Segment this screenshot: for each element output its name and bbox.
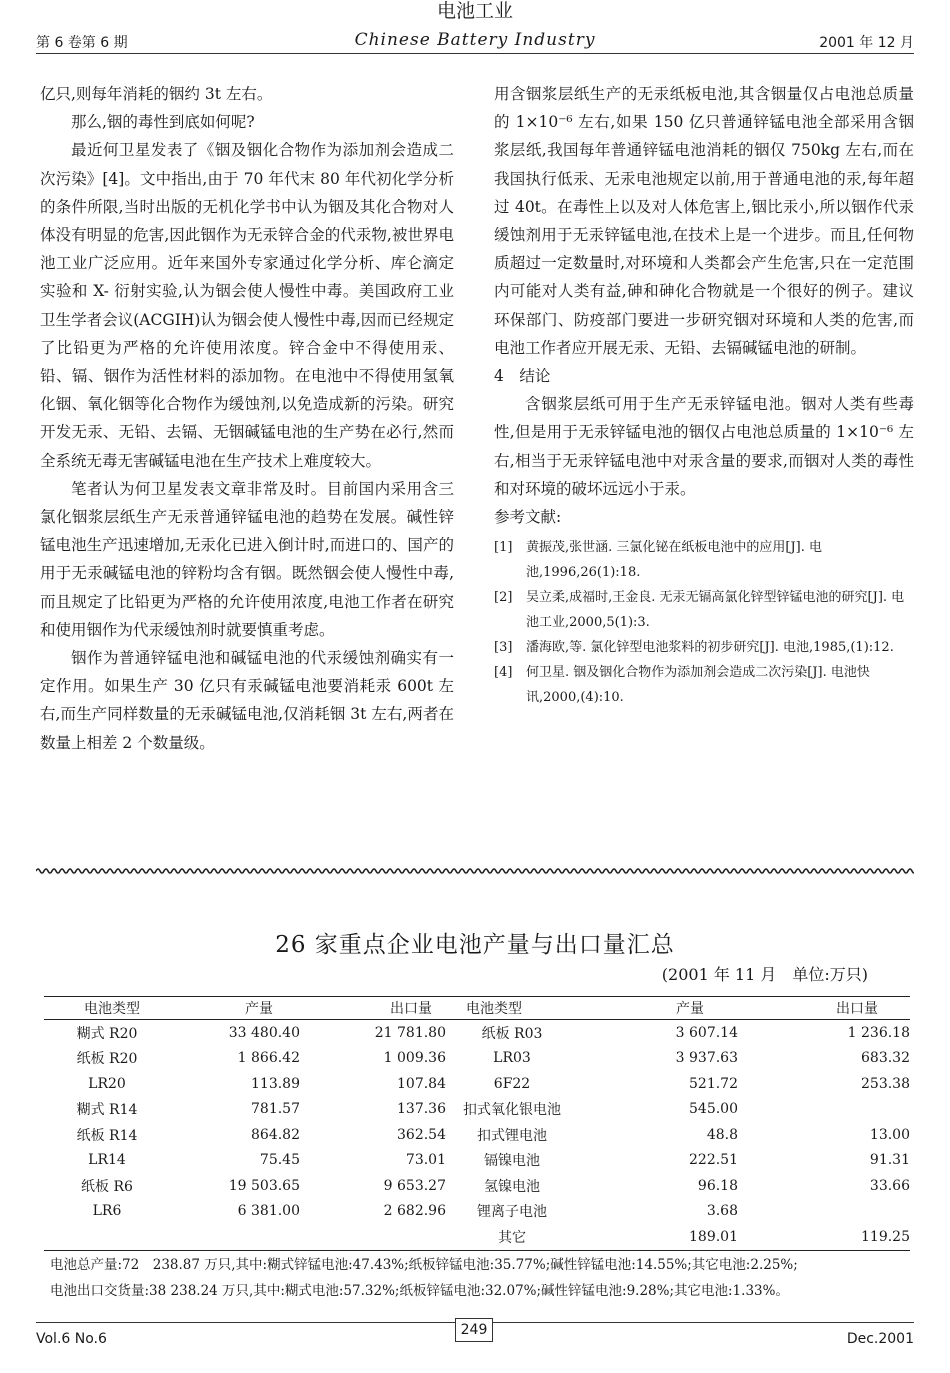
cell-export: 362.54 — [397, 1126, 446, 1143]
cell-export: 253.38 — [861, 1075, 910, 1092]
table-row — [44, 1173, 910, 1199]
cell-output: 3 607.14 — [675, 1024, 738, 1041]
cell-export — [738, 1097, 910, 1123]
issue-date: 2001 年 12 月 — [819, 35, 914, 51]
page-number: 249 — [455, 1318, 493, 1342]
reference-number: [3] — [494, 640, 513, 656]
body-paragraph: 那么,铟的毒性到底如何呢? — [71, 113, 255, 132]
cell-output: 1 866.42 — [237, 1050, 300, 1067]
cell-type: 6F22 — [493, 1075, 531, 1092]
cell-export: 107.84 — [397, 1075, 446, 1092]
body-paragraph: 最近何卫星发表了《铟及铟化合物作为添加剂会造成二次污染》[4]。文中指出,由于 70 年代末 80 年代初化学分析的条件所限,当时出版的无机化学书中认为铟及其化合物对人体没有明显的危害,因此铟作为无汞锌合金的代汞物,被世界电池工业广泛应用。近年来国外专家通过化学分析、库仑滴定实验和 X- 衍射实验,认为铟会使人慢性中毒。美国政府工业卫生学者会议(ACGIH)认为铟会使人慢性中毒,因而已经规定了比铅更为严格的允许使用浓度。锌合金中不得使用汞、铅、镉、铟作为活性材料的添加物。在电池中不得使用氢氧化铟、氧化铟等化合物作为缓蚀剂,以免造成新的污染。研究开发无汞、无铅、去镉、无铟碱锰电池的生产势在必行,然而全系统无毒无害碱锰电池在生产技术上难度较大。 — [40, 141, 454, 470]
journal-english-name: Chinese Battery Industry — [354, 30, 596, 50]
col-header-type: 电池类型 — [446, 997, 578, 1020]
cell-type — [44, 1224, 170, 1250]
cell-output: 3 937.63 — [675, 1050, 738, 1067]
table-unit-note: (2001 年 11 月 单位:万只) — [661, 965, 868, 984]
reference-text: 潘海欧,等. 氯化锌型电池浆料的初步研究[J]. 电池,1985,(1):12. — [526, 640, 894, 656]
cell-type: 糊式 R20 — [76, 1025, 138, 1042]
cell-output: 545.00 — [689, 1101, 738, 1118]
reference-list — [494, 535, 914, 710]
col-header-export: 出口量 — [300, 997, 446, 1020]
table-row — [44, 1097, 910, 1123]
cell-output: 6 381.00 — [237, 1203, 300, 1220]
body-paragraph: 笔者认为何卫星发表文章非常及时。目前国内采用含三氯化铟浆层纸生产无汞普通锌锰电池的趋势在发展。碱性锌锰电池生产迅速增加,无汞化已进入倒计时,而进口的、国产的用于无汞碱锰电池的锌粉均含有铟。既然铟会使人慢性中毒,而且规定了比铅更为严格的允许使用浓度,电池工作者在研究和使用铟作为代汞缓蚀剂时就要慎重考虑。 — [40, 479, 454, 639]
section-divider-wavy-line — [36, 866, 914, 876]
cell-type: 氢镍电池 — [484, 1178, 540, 1195]
reference-text: 何卫星. 铟及铟化合物作为添加剂会造成二次污染[J]. 电池快讯,2000,(4):10. — [526, 665, 870, 706]
cell-output: 113.89 — [251, 1075, 300, 1092]
cell-output — [170, 1224, 300, 1250]
cell-type: LR20 — [88, 1075, 126, 1092]
cell-type: 纸板 R20 — [76, 1051, 138, 1068]
reference-item — [494, 585, 914, 635]
cell-export: 1 236.18 — [847, 1024, 910, 1041]
col-header-export: 出口量 — [738, 997, 910, 1020]
cell-output: 96.18 — [697, 1177, 738, 1194]
battery-production-table — [44, 996, 910, 1251]
cell-type: 锂离子电池 — [477, 1204, 547, 1221]
left-column — [40, 80, 454, 757]
cell-output: 189.01 — [578, 1224, 738, 1250]
reference-item — [494, 535, 914, 585]
body-paragraph: 铟作为普通锌锰电池和碱锰电池的代汞缓蚀剂确实有一定作用。如果生产 30 亿只有汞碱锰电池要消耗汞 600t 左右,而生产同样数量的无汞碱锰电池,仅消耗铟 3t 左右,两者在数量上相差 2 个数量级。 — [40, 649, 454, 752]
cell-type: 其它 — [446, 1224, 578, 1250]
cell-type: LR6 — [92, 1203, 122, 1220]
cell-export — [738, 1199, 910, 1225]
col-header-output: 产量 — [578, 997, 738, 1020]
cell-type: 镉镍电池 — [484, 1153, 540, 1170]
cell-export: 683.32 — [861, 1050, 910, 1067]
conclusion-heading: 4 结论 — [494, 367, 551, 386]
cell-export: 9 653.27 — [383, 1177, 446, 1194]
cell-type: 扣式氧化银电池 — [463, 1102, 561, 1119]
body-paragraph: 用含铟浆层纸生产的无汞纸板电池,其含铟量仅占电池总质量的 1×10⁻⁶ 左右,如果 150 亿只普通锌锰电池全部采用含铟浆层纸,我国每年普通锌锰电池消耗的铟仅 750kg 左右,而在我国执行低汞、无汞电池规定以前,用于普通电池的汞,每年超过 40t。在毒性上以及对人体危害上,铟比汞小,所以铟作代汞缓蚀剂用于无汞锌锰电池,在技术上是一个进步。而且,任何物质超过一定数量时,对环境和人类都会产生危害,只在一定范围内可能对人类有益,砷和砷化合物就是一个很好的例子。建议环保部门、防疫部门要进一步研究铟对环境和人类的危害,而电池工作者应开展无汞、无铅、去镉碱锰电池的研制。 — [494, 85, 914, 357]
cell-output: 33 480.40 — [228, 1024, 300, 1041]
cell-export: 2 682.96 — [383, 1203, 446, 1220]
table-row — [44, 1199, 910, 1225]
cell-export: 91.31 — [869, 1152, 910, 1169]
cell-output: 521.72 — [689, 1075, 738, 1092]
table-row — [44, 1122, 910, 1148]
cell-output: 48.8 — [706, 1126, 738, 1143]
table-header-row — [44, 997, 910, 1020]
table-row — [44, 1071, 910, 1097]
cell-export: 21 781.80 — [374, 1024, 446, 1041]
cell-output: 781.57 — [251, 1101, 300, 1118]
conclusion-paragraph: 含铟浆层纸可用于生产无汞锌锰电池。铟对人类有些毒性,但是用于无汞锌锰电池的铟仅占电池总质量的 1×10⁻⁶ 左右,相当于无汞锌锰电池中对汞含量的要求,而铟对人类的毒性和对环境的破坏远远小于汞。 — [494, 395, 914, 498]
footer-volume: Vol.6 No.6 — [36, 1331, 107, 1347]
cell-output: 222.51 — [689, 1152, 738, 1169]
cell-type: 纸板 R6 — [81, 1178, 133, 1195]
total-output-summary: 电池总产量:72 238.87 万只,其中:糊式锌锰电池:47.43%;纸板锌锰电池:35.77%;碱性锌锰电池:14.55%;其它电池:2.25%; — [50, 1257, 798, 1273]
cell-export: 13.00 — [869, 1126, 910, 1143]
cell-export: 1 009.36 — [383, 1050, 446, 1067]
cell-export: 73.01 — [405, 1152, 446, 1169]
table-row — [44, 1148, 910, 1174]
right-column — [494, 80, 914, 710]
cell-output: 75.45 — [259, 1152, 300, 1169]
col-header-type: 电池类型 — [44, 997, 170, 1020]
table-row — [44, 1224, 910, 1250]
cell-export: 137.36 — [397, 1101, 446, 1118]
cell-output: 3.68 — [706, 1203, 738, 1220]
cell-export — [300, 1224, 446, 1250]
header-rule — [36, 53, 914, 54]
export-summary: 电池出口交货量:38 238.24 万只,其中:糊式电池:57.32%;纸板锌锰电池:32.07%;碱性锌锰电池:9.28%;其它电池:1.33%。 — [50, 1283, 789, 1299]
table-row — [44, 1046, 910, 1072]
reference-text: 黄振茂,张世涵. 三氯化铋在纸板电池中的应用[J]. 电池,1996,26(1):18. — [526, 540, 823, 581]
body-paragraph: 亿只,则每年消耗的铟约 3t 左右。 — [40, 85, 273, 103]
reference-item — [494, 635, 914, 660]
col-header-output: 产量 — [170, 997, 300, 1020]
cell-type: 纸板 R03 — [481, 1025, 543, 1042]
journal-title: 电池工业 — [436, 0, 513, 22]
cell-type: 扣式锂电池 — [477, 1127, 547, 1144]
running-header — [36, 30, 914, 52]
cell-output: 864.82 — [251, 1126, 300, 1143]
cell-output: 19 503.65 — [228, 1177, 300, 1194]
reference-number: [4] — [494, 665, 513, 681]
reference-number: [1] — [494, 540, 513, 556]
cell-export: 119.25 — [738, 1224, 910, 1250]
table-title: 26 家重点企业电池产量与出口量汇总 — [275, 932, 675, 958]
table-row — [44, 1020, 910, 1046]
reference-text: 吴立柔,成福时,王金良. 无汞无镉高氯化锌型锌锰电池的研究[J]. 电池工业,2000,5(1):3. — [526, 590, 905, 631]
references-heading: 参考文献: — [494, 508, 562, 527]
cell-type: 纸板 R14 — [76, 1127, 138, 1144]
cell-export: 33.66 — [869, 1177, 910, 1194]
cell-type: 糊式 R14 — [76, 1102, 138, 1119]
cell-type: LR14 — [88, 1152, 126, 1169]
issue-label: 第 6 卷第 6 期 — [36, 35, 128, 51]
reference-item — [494, 660, 914, 710]
footer-date: Dec.2001 — [846, 1331, 914, 1347]
cell-type: LR03 — [493, 1050, 531, 1067]
reference-number: [2] — [494, 590, 513, 606]
